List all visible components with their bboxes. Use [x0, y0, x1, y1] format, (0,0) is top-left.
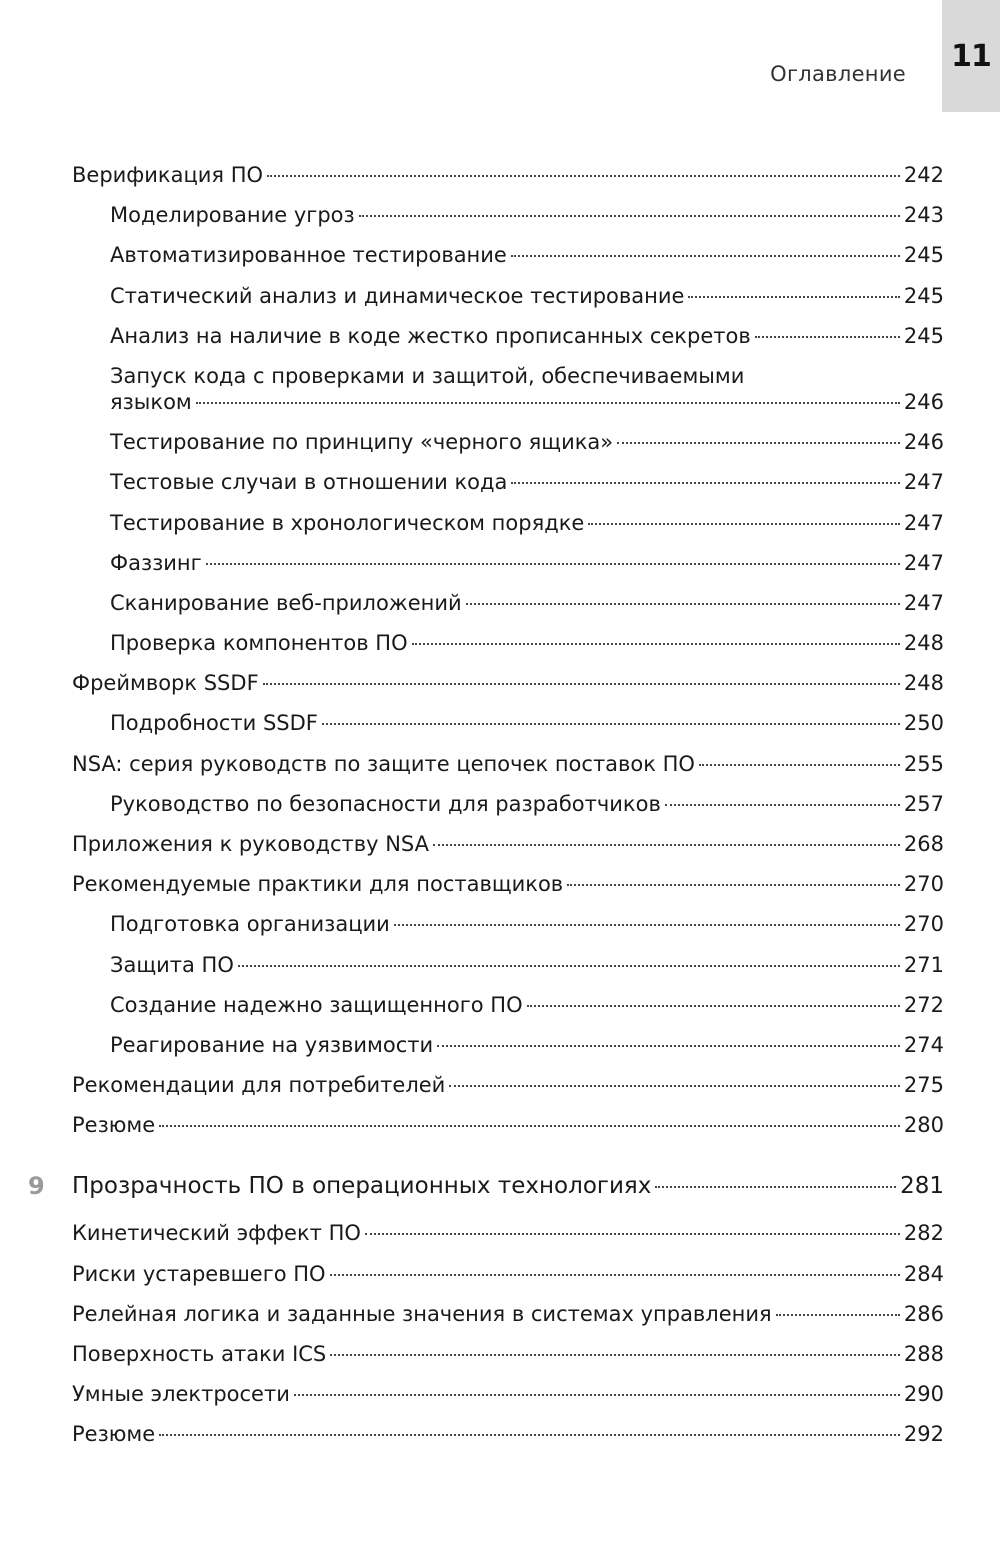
- entry-title: Подготовка организации: [110, 912, 390, 937]
- toc-entry[interactable]: [72, 283, 944, 309]
- toc-entry[interactable]: [72, 751, 944, 777]
- entry-title: Рекомендуемые практики для поставщиков: [72, 872, 564, 897]
- running-head: Оглавление: [770, 62, 906, 86]
- entry-title: Тестовые случаи в отношении кода: [110, 470, 508, 495]
- entry-title: Сканирование веб-приложений: [110, 590, 462, 615]
- entry-page: 242: [903, 163, 944, 187]
- entry-title: Рекомендации для потребителей: [72, 1073, 446, 1098]
- toc-entry[interactable]: [72, 670, 944, 696]
- toc-entry[interactable]: [72, 1421, 944, 1447]
- dot-leader: [238, 965, 900, 967]
- entry-title: Руководство по безопасности для разработчиков: [110, 791, 661, 816]
- entry-title: Создание надежно защищенного ПО: [110, 992, 523, 1017]
- toc-entry[interactable]: [72, 791, 944, 817]
- dot-leader: [412, 643, 900, 645]
- dot-leader: [567, 884, 900, 886]
- entry-page: 248: [903, 671, 944, 696]
- toc-entry[interactable]: [72, 1301, 944, 1327]
- entry-page: 247: [903, 590, 944, 615]
- toc-entry[interactable]: [72, 202, 944, 228]
- entry-title: Тестирование по принципу «черного ящика»: [110, 430, 614, 455]
- entry-title: Умные электросети: [72, 1382, 290, 1407]
- entry-page: 243: [903, 203, 944, 228]
- toc-entry[interactable]: [72, 1220, 944, 1246]
- entry-page: 245: [903, 243, 944, 268]
- toc-entry[interactable]: [72, 911, 944, 937]
- toc-entry[interactable]: [72, 363, 944, 415]
- entry-page: 274: [903, 1032, 944, 1057]
- toc-entry[interactable]: [72, 162, 944, 188]
- dot-leader: [330, 1354, 900, 1356]
- dot-leader: [776, 1314, 900, 1316]
- entry-page: 272: [903, 992, 944, 1017]
- dot-leader: [437, 1045, 900, 1047]
- entry-title: Верификация ПО: [72, 163, 264, 187]
- chapter-number: 9: [28, 1172, 45, 1201]
- entry-page: 257: [903, 791, 944, 816]
- entry-page: 245: [903, 323, 944, 348]
- entry-page: 246: [903, 430, 944, 455]
- dot-leader: [466, 603, 900, 605]
- entry-page: 247: [903, 510, 944, 535]
- toc-entry[interactable]: [72, 550, 944, 576]
- toc-entry[interactable]: [72, 952, 944, 978]
- toc-section-9: [72, 1220, 944, 1447]
- dot-leader: [449, 1085, 900, 1087]
- entry-title: Статический анализ и динамическое тестирование: [110, 283, 685, 308]
- toc-entry[interactable]: [72, 1112, 944, 1138]
- entry-page: 247: [903, 550, 944, 575]
- entry-title: Кинетический эффект ПО: [72, 1221, 361, 1246]
- entry-page: 270: [903, 912, 944, 937]
- entry-title: Приложения к руководству NSA: [72, 832, 430, 856]
- entry-page: 290: [903, 1382, 944, 1407]
- entry-title: Реагирование на уязвимости: [110, 1032, 434, 1057]
- entry-page: 246: [903, 389, 944, 414]
- dot-leader: [365, 1233, 900, 1235]
- chapter-heading[interactable]: [28, 1172, 944, 1201]
- entry-page: 282: [903, 1221, 944, 1246]
- entry-page: 288: [903, 1341, 944, 1366]
- toc-entry[interactable]: [72, 469, 944, 495]
- toc-entry[interactable]: [72, 590, 944, 616]
- page-number: 11: [951, 38, 991, 74]
- dot-leader: [196, 402, 900, 404]
- entry-title: Риски устаревшего ПО: [72, 1261, 326, 1286]
- entry-title: Защита ПО: [110, 952, 234, 977]
- entry-title: Резюме: [72, 1422, 156, 1447]
- entry-title: Подробности SSDF: [110, 711, 318, 736]
- dot-leader: [655, 1186, 896, 1188]
- entry-page: 275: [903, 1073, 944, 1098]
- entry-page: 284: [903, 1261, 944, 1286]
- toc-section-8: [72, 162, 944, 1138]
- dot-leader: [330, 1274, 900, 1276]
- entry-page: 250: [903, 711, 944, 736]
- entry-page: 247: [903, 470, 944, 495]
- table-of-contents: [28, 162, 944, 1461]
- dot-leader: [322, 723, 900, 725]
- dot-leader: [394, 924, 900, 926]
- toc-entry[interactable]: [72, 510, 944, 536]
- entry-title: Резюме: [72, 1113, 156, 1138]
- dot-leader: [206, 563, 900, 565]
- entry-page: 268: [903, 832, 944, 856]
- entry-title: Поверхность атаки ICS: [72, 1341, 327, 1366]
- entry-line2: [110, 389, 944, 415]
- entry-title-line1: Запуск кода с проверками и защитой, обеспечиваемыми: [110, 363, 745, 388]
- entry-title: Тестирование в хронологическом порядке: [110, 510, 585, 535]
- chapter-title: Прозрачность ПО в операционных технологиях: [72, 1173, 652, 1200]
- dot-leader: [527, 1005, 900, 1007]
- toc-entry[interactable]: [72, 1261, 944, 1287]
- dot-leader: [665, 804, 900, 806]
- entry-title: Моделирование угроз: [110, 203, 355, 228]
- dot-leader: [294, 1394, 900, 1396]
- toc-entry[interactable]: [72, 1341, 944, 1367]
- toc-entry[interactable]: [72, 323, 944, 349]
- dot-leader: [359, 215, 900, 217]
- entry-page: 286: [903, 1301, 944, 1326]
- dot-leader: [511, 482, 900, 484]
- page-number-tab: [942, 0, 1000, 112]
- entry-page: 271: [903, 952, 944, 977]
- dot-leader: [588, 523, 900, 525]
- entry-page: 270: [903, 872, 944, 897]
- toc-entry[interactable]: [72, 429, 944, 455]
- entry-title: Проверка компонентов ПО: [110, 631, 408, 656]
- toc-entry[interactable]: [72, 1381, 944, 1407]
- chapter-page: 281: [900, 1173, 944, 1200]
- entry-page: 248: [903, 631, 944, 656]
- dot-leader: [511, 255, 900, 257]
- toc-entry[interactable]: [72, 871, 944, 897]
- dot-leader: [433, 844, 900, 846]
- dot-leader: [263, 683, 900, 685]
- dot-leader: [699, 764, 900, 766]
- toc-entry[interactable]: [72, 1072, 944, 1098]
- dot-leader: [159, 1434, 900, 1436]
- toc-entry[interactable]: [72, 630, 944, 656]
- dot-leader: [688, 296, 899, 298]
- dot-leader: [755, 336, 900, 338]
- entry-title: Фреймворк SSDF: [72, 671, 259, 696]
- toc-entry[interactable]: [72, 1032, 944, 1058]
- entry-page: 292: [903, 1422, 944, 1447]
- entry-title-line2: языком: [110, 389, 192, 414]
- entry-title: Фаззинг: [110, 550, 202, 575]
- toc-entry[interactable]: [72, 242, 944, 268]
- entry-title: NSA: серия руководств по защите цепочек поставок ПО: [72, 751, 695, 776]
- dot-leader: [267, 175, 900, 177]
- toc-entry[interactable]: [72, 831, 944, 857]
- toc-entry[interactable]: [72, 992, 944, 1018]
- toc-entry[interactable]: [72, 710, 944, 736]
- dot-leader: [159, 1125, 900, 1127]
- entry-page: 280: [903, 1113, 944, 1138]
- entry-title: Автоматизированное тестирование: [110, 243, 507, 268]
- entry-title: Релейная логика и заданные значения в системах управления: [72, 1301, 772, 1326]
- entry-title: Анализ на наличие в коде жестко прописанных секретов: [110, 323, 751, 348]
- entry-page: 245: [903, 283, 944, 308]
- dot-leader: [617, 442, 900, 444]
- entry-page: 255: [903, 751, 944, 776]
